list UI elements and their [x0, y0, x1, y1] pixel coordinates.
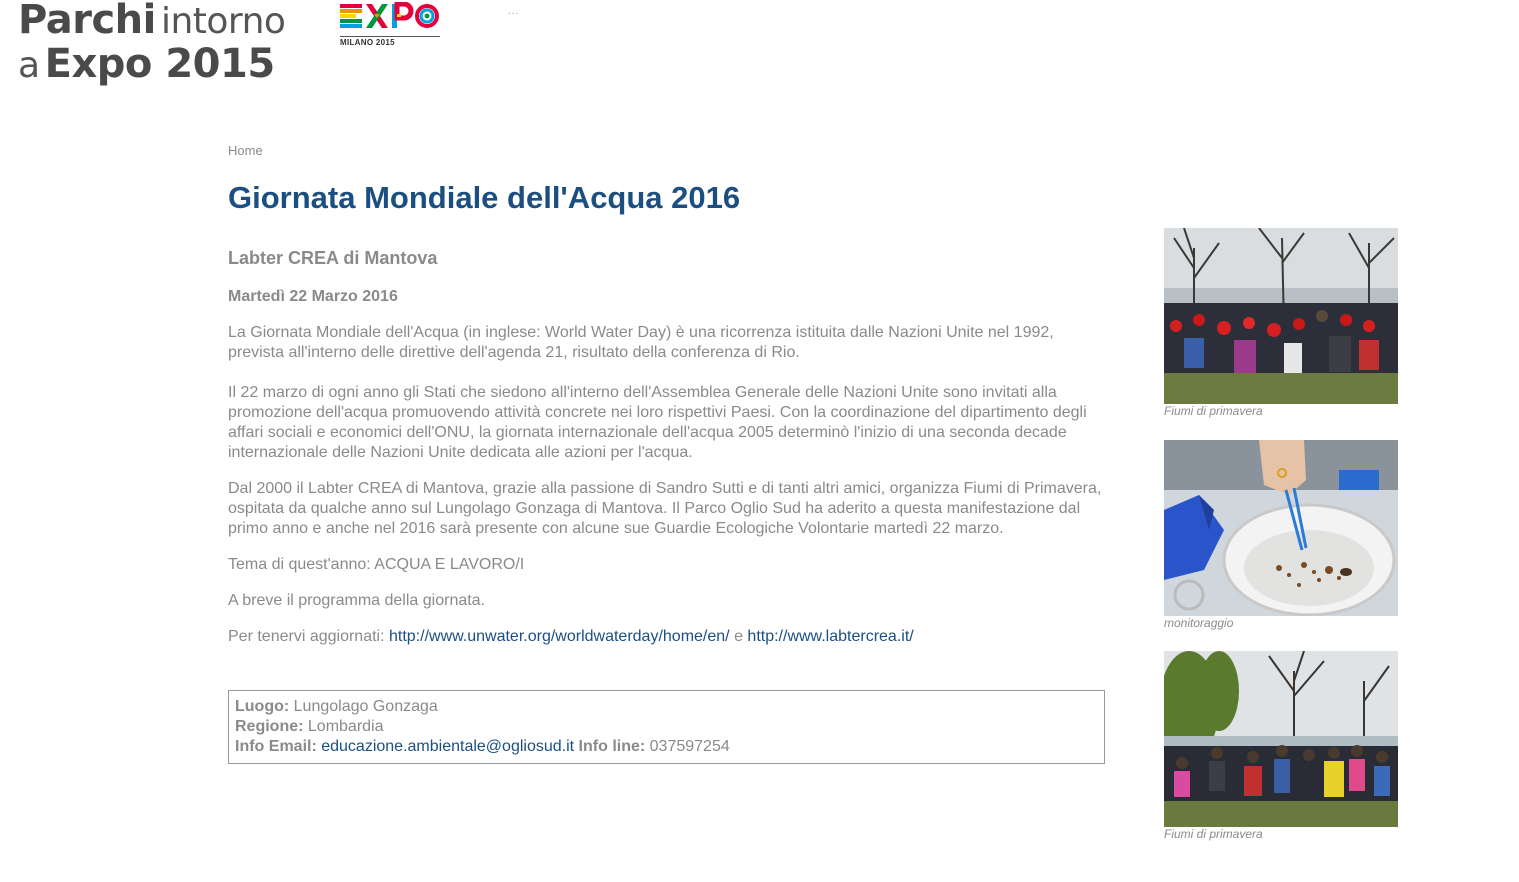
event-info-box: [228, 690, 1105, 764]
regione-label: Regione:: [235, 718, 304, 735]
article-subtitle: Labter CREA di Mantova: [228, 248, 438, 268]
site-logo[interactable]: [18, 0, 285, 90]
logo-a: a: [18, 45, 40, 86]
paragraph-2: Il 22 marzo di ogni anno gli Stati che siedono all'interno dell'Assemblea Generale delle Nazioni Unite sono invitati alla promozione dell'acqua promuovendo attività concrete nei loro rispettivi Paesi. Con la coordinazione del dipartimento degli affari sociali e economici dell'ONU, la giornata internazionale dell'acqua 2005 determinò l'inizio di una seconda decade internazionale delle Nazioni Unite dedicata alle azioni per l'acqua.: [228, 384, 1087, 461]
paragraph-4: Tema di quest'anno: ACQUA E LAVORO/I: [228, 556, 525, 573]
luogo-value: Lungolago Gonzaga: [293, 698, 438, 715]
expo-sub-label: MILANO 2015: [340, 36, 440, 47]
email-link[interactable]: educazione.ambientale@ogliosud.it: [321, 738, 575, 755]
page-title: Giornata Mondiale dell'Acqua 2016: [228, 180, 741, 215]
photo-fiumi-primavera-1[interactable]: [1164, 228, 1398, 404]
photo-fiumi-primavera-2[interactable]: [1164, 651, 1398, 827]
crowd-photo-icon: [1164, 651, 1398, 827]
article-content: [228, 247, 1108, 663]
crowd-photo-icon: [1164, 228, 1398, 404]
expo-letters-icon: [340, 2, 440, 30]
logo-expo-2015: Expo 2015: [44, 41, 275, 87]
updates-and: e: [734, 628, 743, 645]
paragraph-1: La Giornata Mondiale dell'Acqua (in inglese: World Water Day) è una ricorrenza istituita dalle Nazioni Unite nel 1992, prevista all'interno delle direttive dell'agenda 21, risultato della conferenza di Rio.: [228, 324, 1054, 361]
email-label: Info Email:: [235, 738, 317, 755]
caption-photo-1: Fiumi di primavera: [1164, 404, 1263, 418]
expo-milano-logo[interactable]: [340, 2, 442, 47]
info-luogo: [235, 697, 1098, 717]
breadcrumb-home[interactable]: Home: [228, 143, 263, 158]
caption-photo-2: monitoraggio: [1164, 616, 1234, 630]
info-regione: [235, 717, 1098, 737]
luogo-label: Luogo:: [235, 698, 290, 715]
updates-prefix: Per tenervi aggiornati:: [228, 628, 385, 645]
logo-parchi: Parchi: [18, 0, 156, 43]
info-contacts: [235, 737, 1098, 757]
caption-photo-3: Fiumi di primavera: [1164, 827, 1263, 841]
paragraph-5: A breve il programma della giornata.: [228, 592, 486, 609]
water-sample-photo-icon: [1164, 440, 1398, 616]
header-dots: ...: [508, 6, 520, 17]
infoline-value: 037597254: [649, 738, 730, 755]
article-date: Martedì 22 Marzo 2016: [228, 288, 398, 305]
link-labtercrea[interactable]: http://www.labtercrea.it/: [747, 628, 914, 645]
paragraph-3: Dal 2000 il Labter CREA di Mantova, grazie alla passione di Sandro Sutti e di tanti altri amici, organizza Fiumi di Primavera, ospitata da qualche anno sul Lungolago Gonzaga di Mantova. Il Parco Oglio Sud ha aderito a questa manifestazione dal primo anno e anche nel 2016 sarà presente con alcune sue Guardie Ecologiche Volontarie martedì 22 marzo.: [228, 480, 1102, 537]
photo-monitoraggio[interactable]: [1164, 440, 1398, 616]
regione-value: Lombardia: [307, 718, 384, 735]
logo-intorno: intorno: [160, 1, 286, 42]
link-unwater[interactable]: http://www.unwater.org/worldwaterday/home/en/: [388, 628, 730, 645]
infoline-label: Info line:: [578, 738, 646, 755]
paragraph-6: [228, 627, 1108, 647]
